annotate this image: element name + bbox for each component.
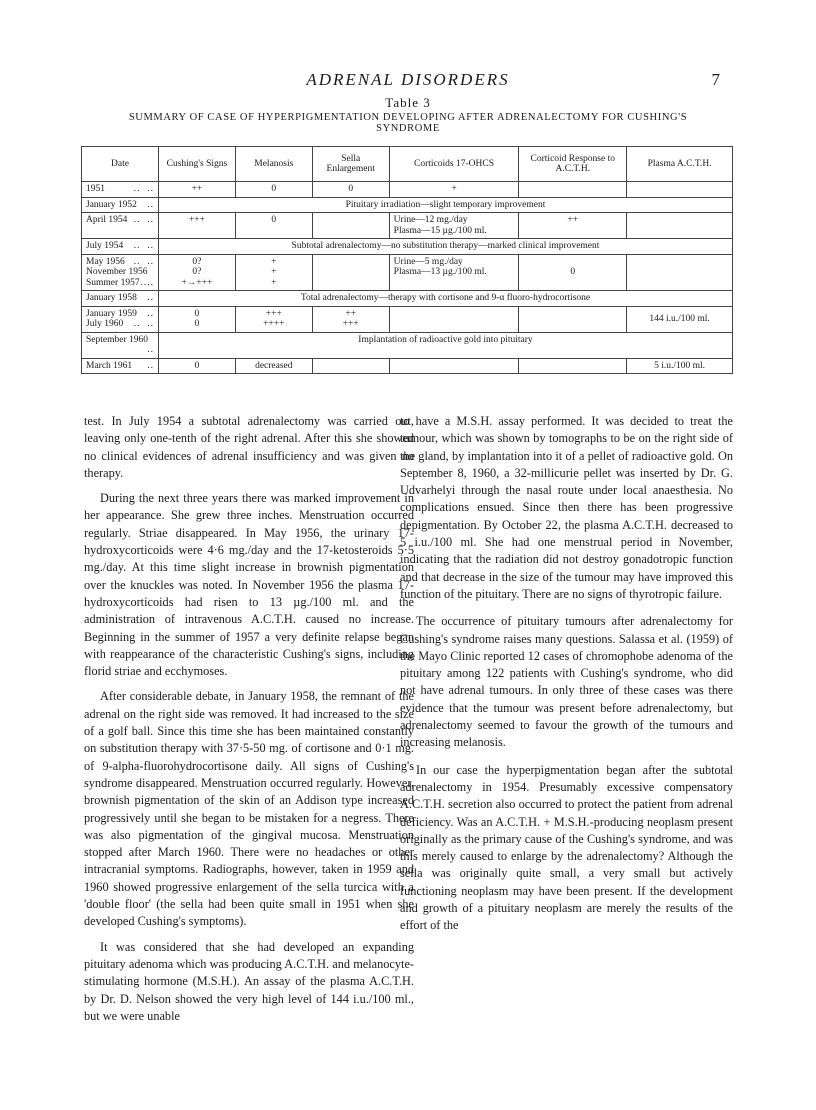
column-header-sella: Sella Enlargement xyxy=(312,147,389,182)
response-cell: 0 xyxy=(519,254,627,291)
date-cell: January 1952 .. xyxy=(82,197,159,213)
table-row xyxy=(82,332,733,358)
table-row xyxy=(82,182,733,198)
sella-cell: ++ +++ xyxy=(312,306,389,332)
melanosis-cell: decreased xyxy=(235,358,312,374)
table-label: Table 3 xyxy=(385,95,431,110)
table-row xyxy=(82,254,733,291)
column-header-date: Date xyxy=(82,147,159,182)
running-header xyxy=(0,70,816,94)
plasma-cell: 144 i.u./100 ml. xyxy=(627,306,733,332)
table-row xyxy=(82,358,733,374)
body-paragraph: to have a M.S.H. assay performed. It was decided to treat the tumour, which was shown by tomographs to be on the right side of the gland, by implantation into it of a pellet of radioactive gold. On September 8, 1960, a 32-millicurie pellet was inserted by Dr. G. Udvarhelyi through the nasal route under local anaesthesia. No complications ensued. Since then there has been progressive depigmentation. By October 22, the plasma A.C.T.H. decreased to 5 i.u./100 ml. She had one menstrual period in November, indicating that the radiation did not destroy gonadotropic function and that decrease in the size of the tumour may have improved this function of the pituitary. There are no signs of thyrotropic failure. xyxy=(400,414,733,601)
event-note: Subtotal adrenalectomy—no substitution therapy—marked clinical improvement xyxy=(158,239,732,255)
cushing-cell: 0 0 xyxy=(158,306,235,332)
event-note: Total adrenalectomy—therapy with cortisone and 9-α fluoro-hydrocortisone xyxy=(158,291,732,307)
cushing-cell: 0? 0? +→+++ xyxy=(158,254,235,291)
melanosis-cell: 0 xyxy=(235,182,312,198)
body-paragraph: After considerable debate, in January 1958, the remnant of the adrenal on the right side was removed. It had increased to the size of a golf ball. Since this time she has been maintained constantly on substitution therapy with 37·5-50 mg. of cortisone and 0·1 mg. of 9-alpha-fluorohydrocortisone daily. All signs of Cushing's syndrome disappeared. Menstruation occurred regularly. However, brownish pigmentation of the skin of an Addison type increased progressively until she began to be mistaken for a negress. There was also pigmentation of the gingival mucosa. Menstruation stopped after March 1960. There were no headaches or other intracranial symptoms. Radiographs, however, taken in 1959 and 1960 showed progressive enlargement of the sella turcica with a 'double floor' (the sella had been quite small in 1951 when she developed Cushing's symptoms). xyxy=(84,689,414,929)
body-paragraph: The occurrence of pituitary tumours after adrenalectomy for Cushing's syndrome raises many questions. Salassa et al. (1959) of the Mayo Clinic reported 12 cases of chromophobe adenoma of the pituitary among 122 patients with Cushing's syndrome, who did not have adrenal tumours. In only three of these cases was there evidence that the tumour was present before adrenalectomy, but adrenalectomy seemed to favour the growth of the tumours and increasing melanosis. xyxy=(400,614,733,750)
body-paragraph: It was considered that she had developed an expanding pituitary adenoma which was producing A.C.T.H. and melanocyte-stimulating hormone (M.S.H.). An assay of the plasma A.C.T.H. by Dr. D. Nelson showed the very high level of 144 i.u./100 ml., but we were unable xyxy=(84,939,414,1023)
response-cell: ++ xyxy=(519,213,627,239)
table-header-row xyxy=(82,147,733,182)
melanosis-cell: 0 xyxy=(235,213,312,239)
column-header-response: Corticoid Response to A.C.T.H. xyxy=(519,147,627,182)
cushing-cell: 0 xyxy=(158,358,235,374)
response-cell xyxy=(519,306,627,332)
plasma-cell xyxy=(627,213,733,239)
plasma-cell xyxy=(627,254,733,291)
cushing-cell: ++ xyxy=(158,182,235,198)
melanosis-cell: + + + xyxy=(235,254,312,291)
corticoids-cell xyxy=(389,358,519,374)
body-paragraph: In our case the hyperpigmentation began after the subtotal adrenalectomy in 1954. Presumably excessive compensatory A.C.T.H. secretion also occurred to protect the patient from adrenal deficiency. Was an A.C.T.H. + M.S.H.-producing neoplasm present originally as the primary cause of the Cushing's syndrome, and was this merely caused to enlarge by the adrenalectomy? Although the sella was originally quite small, a very small but actively functioning neoplasm may have been present. If the development and growth of a pituitary neoplasm are merely the results of the effort of the xyxy=(400,762,733,933)
date-cell: April 1954 .. .. xyxy=(82,213,159,239)
event-note: Pituitary irradiation—slight temporary improvement xyxy=(158,197,732,213)
table-row xyxy=(82,197,733,213)
column-header-plasma: Plasma A.C.T.H. xyxy=(627,147,733,182)
corticoids-cell xyxy=(389,306,519,332)
column-header-melanosis: Melanosis xyxy=(235,147,312,182)
page-number: 7 xyxy=(711,70,720,89)
date-cell: September 1960 .. xyxy=(82,332,159,358)
sella-cell: 0 xyxy=(312,182,389,198)
running-title: ADRENAL DISORDERS xyxy=(306,70,510,89)
response-cell xyxy=(519,182,627,198)
sella-cell xyxy=(312,358,389,374)
table-row xyxy=(82,306,733,332)
corticoids-cell: Urine—5 mg./day Plasma—13 µg./100 ml. xyxy=(389,254,519,291)
body-paragraph: test. In July 1954 a subtotal adrenalectomy was carried out, leaving only one-tenth of the right adrenal. After this she showed no clinical evidences of adrenal insufficiency and was given no therapy. xyxy=(84,414,414,480)
date-cell: May 1956 .. .. November 1956 .. Summer 1957 .. xyxy=(82,254,159,291)
column-header-cushing: Cushing's Signs xyxy=(158,147,235,182)
corticoids-cell: Urine—12 mg./day Plasma—15 µg./100 ml. xyxy=(389,213,519,239)
table-caption: SUMMARY OF CASE OF HYPERPIGMENTATION DEVELOPING AFTER ADRENALECTOMY FOR CUSHING'S SYNDROME xyxy=(128,112,688,134)
date-cell: January 1958 .. xyxy=(82,291,159,307)
summary-table xyxy=(81,146,733,374)
corticoids-cell: + xyxy=(389,182,519,198)
date-cell: July 1954 .. .. xyxy=(82,239,159,255)
date-cell: March 1961 .. xyxy=(82,358,159,374)
sella-cell xyxy=(312,254,389,291)
cushing-cell: +++ xyxy=(158,213,235,239)
table-row xyxy=(82,213,733,239)
left-column xyxy=(84,413,414,1033)
melanosis-cell: +++ ++++ xyxy=(235,306,312,332)
plasma-cell: 5 i.u./100 ml. xyxy=(627,358,733,374)
date-cell: 1951 .. .. xyxy=(82,182,159,198)
table-row xyxy=(82,239,733,255)
sella-cell xyxy=(312,213,389,239)
column-header-corticoids: Corticoids 17-OHCS xyxy=(389,147,519,182)
event-note: Implantation of radioactive gold into pituitary xyxy=(158,332,732,358)
plasma-cell xyxy=(627,182,733,198)
body-paragraph: During the next three years there was marked improvement in her appearance. She grew three inches. Menstruation occurred regularly. Striae disappeared. In May 1956, the urinary 17-hydroxycorticoids were 4·6 mg./day and the 17-ketosteroids 5·5 mg./day. At this time slight increase in brownish pigmentation over the knuckles was noted. In November 1956 the plasma 17-hydroxycorticoids had risen to 13 µg./100 ml. and the administration of intravenous A.C.T.H. caused no increase. Beginning in the summer of 1957 a very definite relapse began with reappearance of the characteristic Cushing's signs, including florid striae and ecchymoses. xyxy=(84,491,414,679)
right-column xyxy=(400,413,733,943)
response-cell xyxy=(519,358,627,374)
table-row xyxy=(82,291,733,307)
date-cell: January 1959 .. July 1960 .. .. xyxy=(82,306,159,332)
